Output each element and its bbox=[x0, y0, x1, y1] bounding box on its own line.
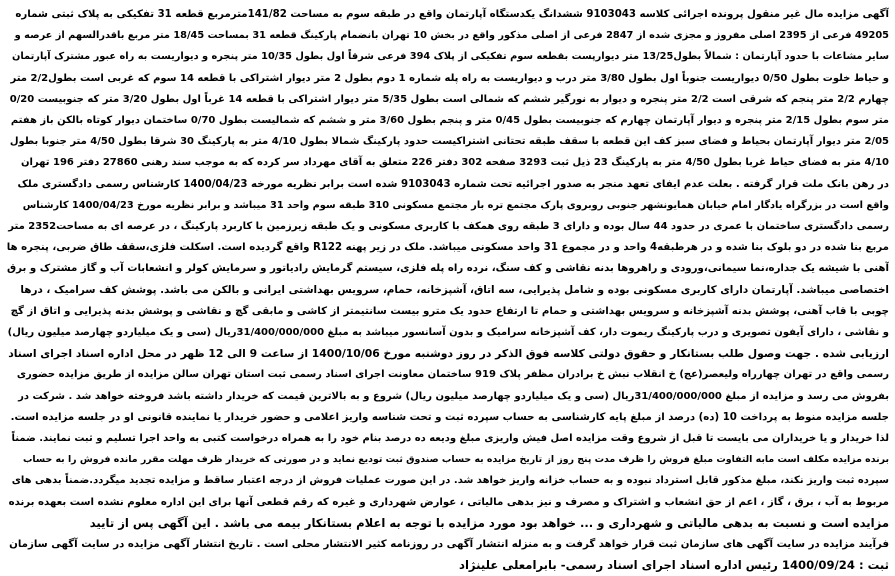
notice-line: واقع است در بزرگراه یادگار امام خیابان همایونشهر جنوبی روبروی پارک مجتمع تره بار مجتمع مسکونی 310 طبقه سوم واحد 31 میباشد و برابر نظریه مورخ 1400/04/23 کارشناس bbox=[22, 199, 889, 211]
notice-line: چهارم 2/2 متر پنجم که شرقی است 2/2 متر پنجره و دیوار به نورگیر ششم که شمالی است بطول 5/35 متر دیوار اشتراکی با قطعه 14 غرباً اول بطول 3/20 متر که جنوبیست 0/20 bbox=[9, 93, 889, 105]
notice-line: برنده مزایده مکلف است مابه التفاوت مبلغ فروش را ظرف مدت پنج روز از تاریخ مزایده به حساب صندوق ثبت تودیع نماید و در صورتی که خریدار ظرف مهلت مقرر مانده فروش را به حساب bbox=[22, 454, 889, 466]
notice-line: رسمی واقع در تهران چهارراه ولیعصر(عج) خ انقلاب نبش خ برادران مظفر پلاک 919 ساختمان معاونت اجرای اسناد رسمی ثبت استان تهران سالن مزایده از طریق مزایده حضوری bbox=[16, 369, 889, 381]
notice-line: بفروش می رسد و مزایده از مبلغ 31/400/000/000ریال (سی و یک میلیاردو چهارصد میلیون ریال) شروع و به بالاترین قیمت که خریدار داشته باشد فروخته خواهد شد . شرکت در bbox=[18, 390, 889, 402]
notice-line: رسمی دادگستری ساختمان با عمری در حدود 44 سال بوده و دارای 3 طبقه روی همکف با کاربری مسکونی و یک طبقه زیرزمین با کاربرد پارکینگ ، در عرصه ای به مساحت2352 متر bbox=[8, 221, 889, 233]
notice-line: جلسه مزایده منوط به پرداخت 10 (ده) درصد از مبلغ پایه کارشناسی به حساب سپرده ثبت و تحت شناسه واریز اعلامی و حضور خریدار یا نماینده قانونی او در جلسه مزایده است. bbox=[10, 411, 889, 423]
notice-line: متر سوم بطول 2/15 متر پنجره و دیوار آپارتمان چهارم که جنوبیست بطول 0/45 متر و پنجم بطول 3/60 متر و ششم که شمالیست بطول 0/70 ساختمان دیوار کوتاه بالکن باز هفتم bbox=[10, 115, 889, 127]
notice-line: مربوط به آب ، برق ، گاز ، اعم از حق انشعاب و اشتراک و مصرف و نیز بدهی مالیاتی ، عوارض شهرداری و غیره که رقم قطعی آنها برای این اداره معلوم نشده است بعهده برنده bbox=[8, 496, 889, 508]
notice-line: آهنی با شیشه یک جداره،نما سیمانی،ورودی و راهروها بدنه نقاشی و کف سنگ، نرده راه پله فلزی، سیستم گرمایش رادیاتور و سرمایش کولر و انشعابات آب و گاز مشترک و برق bbox=[7, 263, 889, 275]
notice-line: مزایده است و نسبت به بدهی مالیاتی و شهرداری و ... خواهد بود مورد مزایده با توجه به اعلام بستانکار بیمه می باشد . این آگهی پس از تایید bbox=[89, 515, 889, 530]
notice-line: 2/05 متر دیوار آپارتمان بحیاط و فضای سبز کف این قطعه با سقف طبقه تحتانی اشتراکیست حدود پارکینگ شمالا بطول 4/10 متر به پارکینگ 30 شرقا بطول 4/50 متر جنوبا بطول bbox=[9, 136, 889, 148]
notice-line: لذا خریدار و یا خریداران می بایست تا قبل از شروع وقت مزایده اصل فیش واریزی مبلغ ودیعه ده درصد بنام خود را به همراه درخواست کتبی به واحد اجرا تسلیم و ثبت نمایند. ضمناً bbox=[11, 433, 889, 445]
notice-line: سایر مشاعات با حدود آپارتمان : شمالاً بطول13/25 متر دیوارپست بقطعه سوم تفکیکی از پلاک 394 فرعی شرقاً اول بطول 10/35 متر پنجره و دیواریست به راه عبور مشترک آپارتمان bbox=[12, 51, 889, 63]
notice-line: 4/10 متر به فضای حیاط غربا بطول 4/50 متر به پارکینگ 23 ذیل ثبت 3293 صفحه 302 دفتر 226 متعلق به آقای مهرداد سر کرده که به موجب سند رهنی 27860 دفتر 196 تهران bbox=[20, 157, 889, 169]
notice-line: اختصاصی میباشد. آپارتمان دارای کاربری مسکونی بوده و شامل پذیرایی، سه اتاق، آشپزخانه، حمام، سرویس بهداشتی ایرانی و بالکن می باشد. پوشش کف سرامیک ، درها bbox=[20, 283, 889, 296]
notice-line: ثبت : 1400/09/24 رئیس اداره اسناد اجرای اسناد رسمی- بابرامعلی علینژاد bbox=[459, 558, 889, 573]
notice-line: آگهی مزایده مال غیر منقول پرونده اجرائی کلاسه 9103043 ششدانگ یکدستگاه آپارتمان واقع در طبقه سوم به مساحت 141/82مترمربع قطعه 31 تفکیکی به پلاک ثبتی شماره bbox=[15, 9, 889, 20]
notice-line: 49205 فرعی از 2395 اصلی مفروز و مجزی شده از 2847 فرعی از اصلی مذکور واقع در بخش 10 تهران بانضمام پارکینگ قطعه 31 بمساحت 18/45 متر مربع باقدرالسهم از عرصه و bbox=[14, 30, 889, 42]
notice-line: چوبی با قاب آهنی، پوشش بدنه آشپزخانه و سرویس بهداشتی و حمام تا ارتفاع حدود یک مترو بیست سانتیمتر از کاشی و مابقی گچ و نقاشی و پوشش بدنه پذیرایی و اتاق از گچ bbox=[10, 305, 889, 317]
notice-line: فرآیند مزایده در سایت آگهی های سازمان ثبت قرار خواهد گرفت و به منزله انتشار آگهی در روزنامه کثیر الانتشار محلی است . تاریخ انتشار آگهی مزایده در سایت آگهی سازمان bbox=[9, 539, 889, 551]
notice-line: و حیاط خلوت بطول 0/50 دیواریست جنوباً اول بطول 3/80 متر درب و دیواریست به راه پله شماره 1 دوم بطول 2 متر دیوار اشتراکی با قطعه 14 سوم که غربی است بطول2/2 متر bbox=[10, 72, 889, 84]
notice-line: سپرده ثبت واریز نکند، مبلغ مذکور قابل استرداد نبوده و به حساب خزانه واریز خواهد شد. در این صورت عملیات فروش از درجه اعتبار ساقط و مزایده تجدید میگردد.ضمناً بدهی های bbox=[11, 475, 889, 487]
auction-notice-text bbox=[6, 4, 889, 576]
notice-line: ارزیابی شده . جهت وصول طلب بستانکار و حقوق دولتی کلاسه فوق الذکر در روز دوشنبه مورخ 1400/10/06 از ساعت 9 الی 12 ظهر در محل اداره اسناد اجرای اسناد bbox=[8, 347, 889, 361]
notice-line: و نقاشی ، دارای آیفون تصویری و درب پارکینگ ریموت دار، کف آشپزخانه سرامیک و بدون آسانسور میباشد به مبلغ 31/400/000/000ریال (سی و یک میلیاردو چهارصد میلیون ریال) bbox=[7, 327, 889, 339]
notice-line: در رهن بانک ملت قرار گرفته . بعلت عدم ایفای تعهد منجر به صدور اجرائیه تحت شماره 9103043 شده است برابر نظریه مورخه 1400/04/23 کارشناس رسمی دادگستری ملک bbox=[17, 178, 889, 190]
notice-line: مربع بنا شده در دو بلوک بنا شده و در هرطبقه4 واحد و در مجموع 31 واحد مسکونی میباشد. ملک در زیر پهنه R122 واقع گردیده است. اسکلت فلزی،سقف طاق ضربی، پنجره ها bbox=[6, 242, 889, 254]
